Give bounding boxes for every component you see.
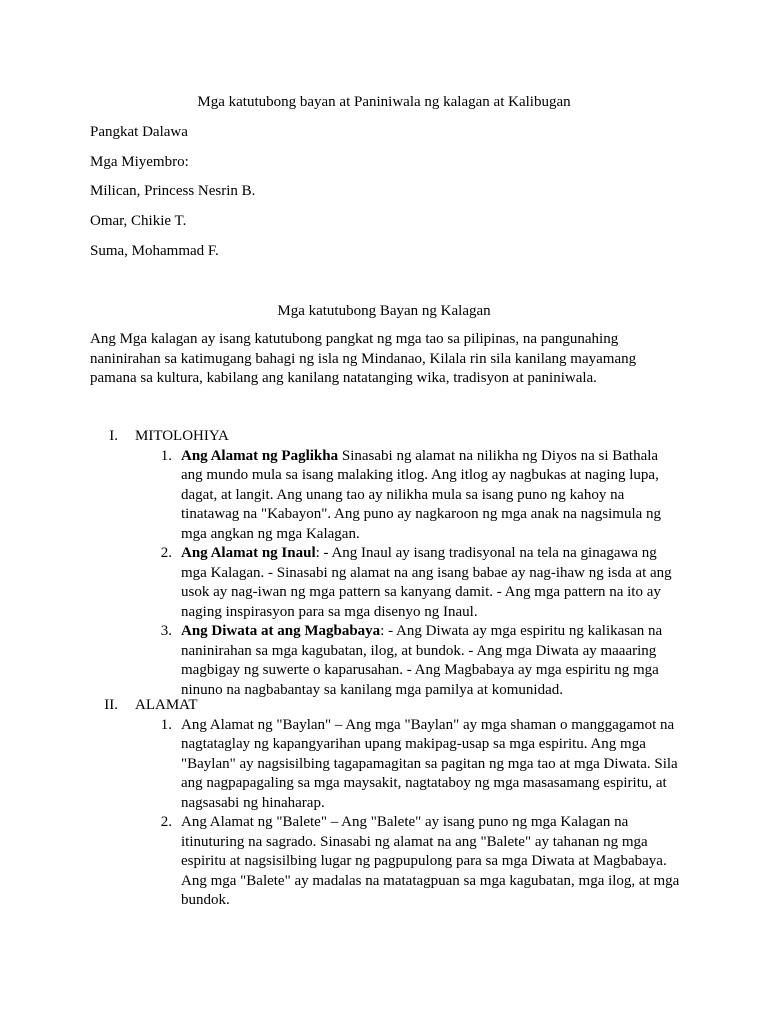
list-item xyxy=(0,716,681,814)
item-number: 1. xyxy=(160,716,172,733)
item-text: : - Ang Inaul ay isang tradisyonal na tela na ginagawa ng mga Kalagan. - Sinasabi ng alamat na ang isang babae ay nag-ihaw ng isda at ang usok ay nag-iwan ng mga pattern sa kanyang damit. - Ang mga pattern na ito ay naging inspirasyon para sa mga disenyo ng Inaul. xyxy=(181,545,672,620)
group-name: Pangkat Dalawa xyxy=(90,124,188,140)
section-number: II. xyxy=(104,697,118,713)
list-item xyxy=(0,544,681,622)
list-item xyxy=(0,813,681,911)
section-label: MITOLOHIYA xyxy=(135,428,229,444)
item-number: 3. xyxy=(160,623,172,639)
section-mitolohiya xyxy=(0,427,768,700)
section-heading xyxy=(0,696,768,716)
intro-paragraph: Ang Mga kalagan ay isang katutubong pangkat ng mga tao sa pilipinas, na pangunahing naninirahan sa katimugang bahagi ng isla ng Mindanao, Kilala rin sila kanilang mayamang pamana sa kultura, kabilang ang kanilang natatanging wika, tradisyon at paniniwala. xyxy=(90,331,637,386)
member-name: Omar, Chikie T. xyxy=(90,213,187,229)
section-subtitle: Mga katutubong Bayan ng Kalagan xyxy=(277,303,491,319)
section-label: ALAMAT xyxy=(135,697,198,713)
section-number: I. xyxy=(109,428,118,444)
item-title: Ang Alamat ng Paglikha xyxy=(181,447,339,464)
member-name: Suma, Mohammad F. xyxy=(90,243,219,259)
member-name: Milican, Princess Nesrin B. xyxy=(90,183,256,199)
list-item xyxy=(0,447,681,545)
document-title: Mga katutubong bayan at Paniniwala ng kalagan at Kalibugan xyxy=(197,94,571,110)
section-heading xyxy=(0,427,768,447)
item-number: 2. xyxy=(160,545,172,561)
item-text: Sinasabi ng alamat na nilikha ng Diyos na si Bathala ang mundo mula sa isang malaking itlog. Ang itlog ay nagbukas at naging lupa, dagat, at langit. Ang unang tao ay nilikha mula sa isang puno ng kahoy na tinatawag na "Kabayon". Ang puno ay nagkaroon ng mga anak na nagsimula ng mga angkan ng mga Kalagan. xyxy=(181,447,662,542)
item-text: : - Ang Diwata ay mga espiritu ng kalikasan na naninirahan sa mga kagubatan, ilog, at bundok. - Ang mga Diwata ay maaaring magbigay ng suwerte o kaparusahan. - Ang Magbabaya ay mga espiritu ng mga ninuno na nagbabantay sa kanilang mga pamilya at komunidad. xyxy=(181,623,663,698)
members-label: Mga Miyembro: xyxy=(90,154,189,170)
item-text: Ang Alamat ng "Baylan" – Ang mga "Baylan" ay mga shaman o manggagamot na nagtataglay ng kapangyarihan upang makipag-usap sa mga espiritu. Ang mga "Baylan" ay nagsisilbing tagapamagitan sa pagitan ng mga tao at mga Diwata. Sila ang nagpapagaling sa mga maysakit, nagtataboy ng mga masasamang espiritu, at nagsasabi ng hinaharap. xyxy=(181,716,678,811)
list-item xyxy=(0,622,681,700)
item-title: Ang Diwata at ang Magbabaya xyxy=(181,623,381,639)
section-alamat xyxy=(0,696,768,911)
item-number: 2. xyxy=(160,814,172,830)
item-text: Ang Alamat ng "Balete" – Ang "Balete" ay isang puno ng mga Kalagan na itinuturing na sagrado. Sinasabi ng alamat na ang "Balete" ay tahanan ng mga espiritu at nagsisilbing lugar ng pagpupulong para sa mga Diwata at Magbabaya. Ang mga "Balete" ay madalas na matatagpuan sa mga kagubatan, mga ilog, at mga bundok. xyxy=(181,814,680,908)
item-number: 1. xyxy=(160,447,172,464)
item-title: Ang Alamat ng Inaul xyxy=(181,545,316,561)
